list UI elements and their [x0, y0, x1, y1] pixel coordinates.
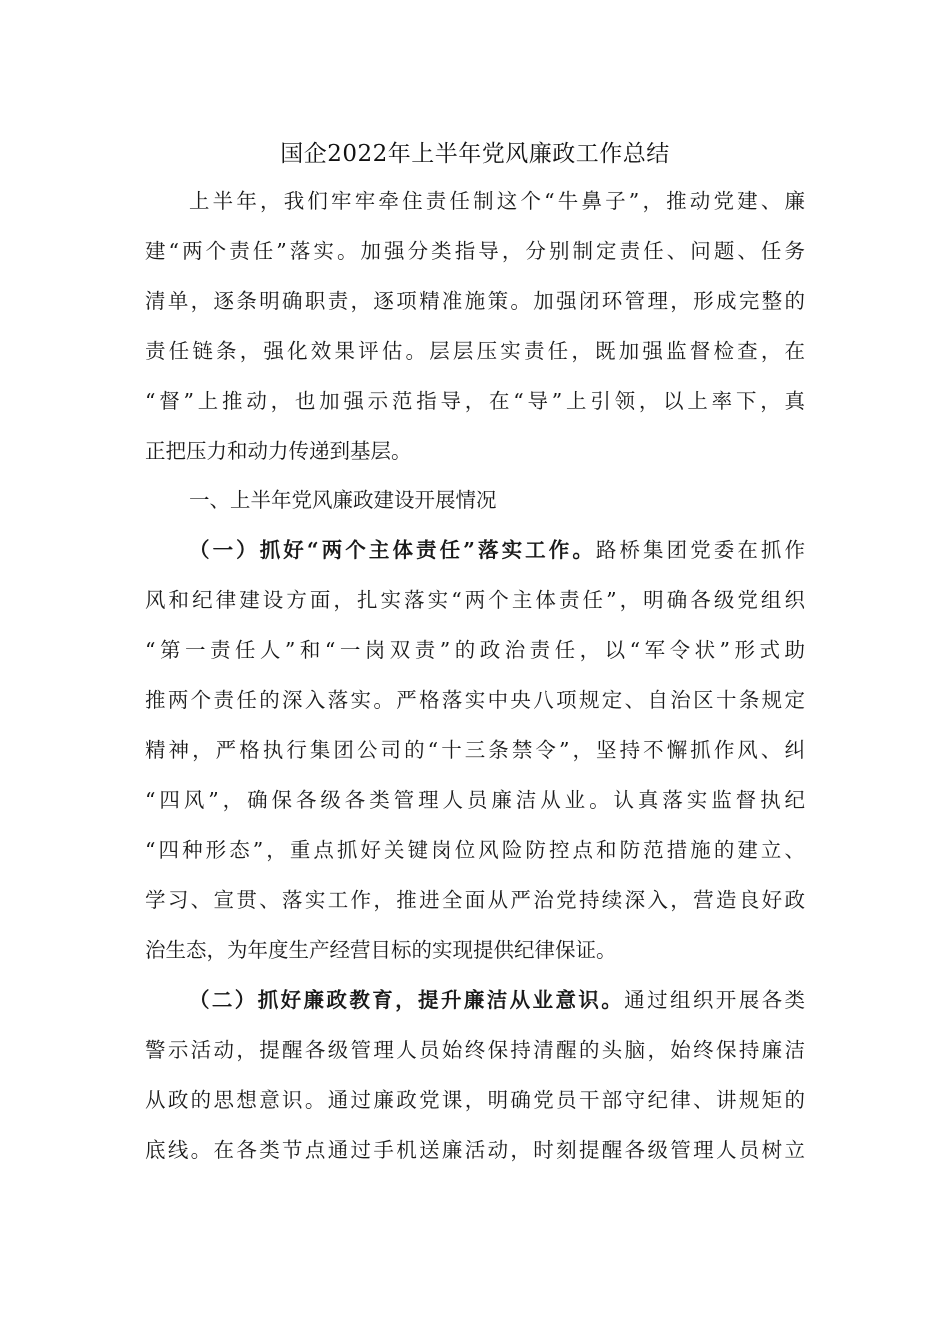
- body-line: “第一责任人”和“一岗双责”的政治责任，以“军令状”形式助: [145, 638, 805, 662]
- body-line: “四种形态”，重点抓好关键岗位风险防控点和防范措施的建立、: [145, 838, 805, 862]
- body-line: 治生态，为年度生产经营目标的实现提供纪律保证。: [145, 938, 617, 962]
- body-line: 精神，严格执行集团公司的“十三条禁令”，坚持不懈抓作风、纠: [145, 738, 805, 762]
- subsection-1-heading: （一）抓好“两个主体责任”落实工作。: [189, 538, 596, 562]
- body-line: 风和纪律建设方面，扎实落实“两个主体责任”，明确各级党组织: [145, 588, 805, 612]
- intro-line: 责任链条，强化效果评估。层层压实责任，既加强监督检查，在: [145, 339, 805, 363]
- subsection-1-first-line: [189, 533, 805, 567]
- intro-line: 正把压力和动力传递到基层。: [145, 439, 412, 463]
- subsection-2-first-line: [189, 983, 805, 1017]
- body-line: “四风”，确保各级各类管理人员廉洁从业。认真落实监督执纪: [145, 788, 805, 812]
- body-line: 推两个责任的深入落实。严格落实中央八项规定、自治区十条规定: [145, 688, 805, 712]
- body-line: 学习、宣贯、落实工作，推进全面从严治党持续深入，营造良好政: [145, 888, 805, 912]
- body-line: 底线。在各类节点通过手机送廉活动，时刻提醒各级管理人员树立: [145, 1138, 805, 1162]
- intro-line: “督”上推动，也加强示范指导，在“导”上引领，以上率下，真: [145, 389, 805, 413]
- section-heading: 一、上半年党风廉政建设开展情况: [189, 488, 497, 512]
- document-title: 国企2022年上半年党风廉政工作总结: [280, 141, 670, 167]
- body-line: 警示活动，提醒各级管理人员始终保持清醒的头脑，始终保持廉洁: [145, 1038, 805, 1062]
- intro-line: 上半年，我们牢牢牵住责任制这个“牛鼻子”，推动党建、廉: [189, 189, 805, 213]
- subsection-1-text: 路桥集团党委在抓作: [595, 538, 805, 562]
- intro-line: 建“两个责任”落实。加强分类指导，分别制定责任、问题、任务: [145, 239, 805, 263]
- subsection-2-text: 通过组织开展各类: [624, 988, 805, 1012]
- body-line: 从政的思想意识。通过廉政党课，明确党员干部守纪律、讲规矩的: [145, 1088, 805, 1112]
- intro-line: 清单，逐条明确职责，逐项精准施策。加强闭环管理，形成完整的: [145, 289, 805, 313]
- subsection-2-heading: （二）抓好廉政教育，提升廉洁从业意识。: [189, 988, 625, 1012]
